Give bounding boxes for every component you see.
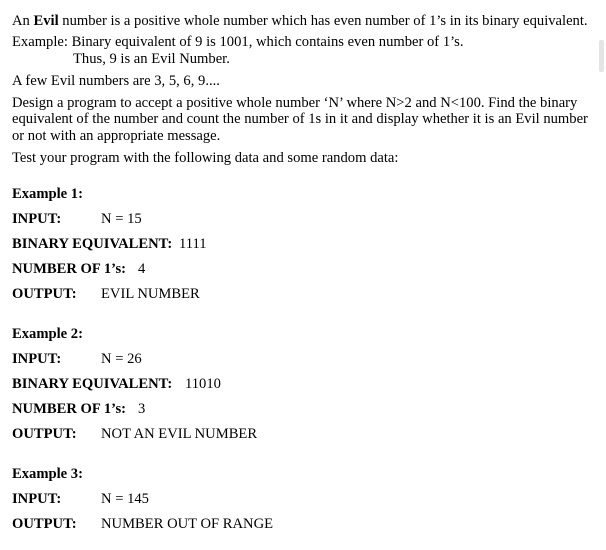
example-3-output-label: OUTPUT: bbox=[12, 516, 77, 532]
example-2-ones-label: NUMBER OF 1’s: bbox=[12, 401, 127, 417]
example-1-title: Example 1: bbox=[12, 186, 83, 202]
example-line: Example: Binary equivalent of 9 is 1001, which contains even number of 1’s. bbox=[12, 34, 464, 50]
example-2-input-value: N = 26 bbox=[101, 351, 142, 367]
definition-line bbox=[12, 13, 588, 29]
definition-post: number is a positive whole number which has even number of 1’s in its binary equivalent. bbox=[58, 13, 588, 29]
example-2-binary-value: 11010 bbox=[185, 376, 221, 392]
example-2-output-label: OUTPUT: bbox=[12, 426, 77, 442]
example-2-ones-value: 3 bbox=[138, 401, 146, 417]
example-1-binary-label: BINARY EQUIVALENT: bbox=[12, 236, 173, 252]
example-3-output-value: NUMBER OUT OF RANGE bbox=[101, 516, 274, 532]
few-evil-numbers: A few Evil numbers are 3, 5, 6, 9.... bbox=[12, 73, 220, 89]
example-2-title: Example 2: bbox=[12, 326, 83, 342]
example-3-input-label: INPUT: bbox=[12, 491, 62, 507]
example-1-input-value: N = 15 bbox=[101, 211, 142, 227]
design-paragraph: Design a program to accept a positive whole number ‘N’ where N>2 and N<100. Find the binary equivalent of the number and count the number of 1s in it and display whether it is an Evil number or not with an appropriate message. bbox=[12, 95, 588, 144]
example-1-ones-value: 4 bbox=[138, 261, 146, 277]
test-instruction: Test your program with the following data and some random data: bbox=[12, 150, 399, 166]
example-1-output-value: EVIL NUMBER bbox=[101, 286, 200, 302]
example-1-input-label: INPUT: bbox=[12, 211, 62, 227]
example-2-output-value: NOT AN EVIL NUMBER bbox=[101, 426, 258, 442]
example-1-ones-label: NUMBER OF 1’s: bbox=[12, 261, 127, 277]
evil-term: Evil bbox=[33, 13, 59, 29]
example-conclusion: Thus, 9 is an Evil Number. bbox=[73, 51, 230, 67]
example-2-input-label: INPUT: bbox=[12, 351, 62, 367]
scrollbar[interactable] bbox=[599, 40, 604, 72]
example-1-output-label: OUTPUT: bbox=[12, 286, 77, 302]
example-3-input-value: N = 145 bbox=[101, 491, 149, 507]
example-3-title: Example 3: bbox=[12, 466, 83, 482]
example-2-binary-label: BINARY EQUIVALENT: bbox=[12, 376, 173, 392]
example-1-binary-value: 1111 bbox=[179, 236, 207, 252]
definition-pre: An bbox=[12, 13, 34, 29]
